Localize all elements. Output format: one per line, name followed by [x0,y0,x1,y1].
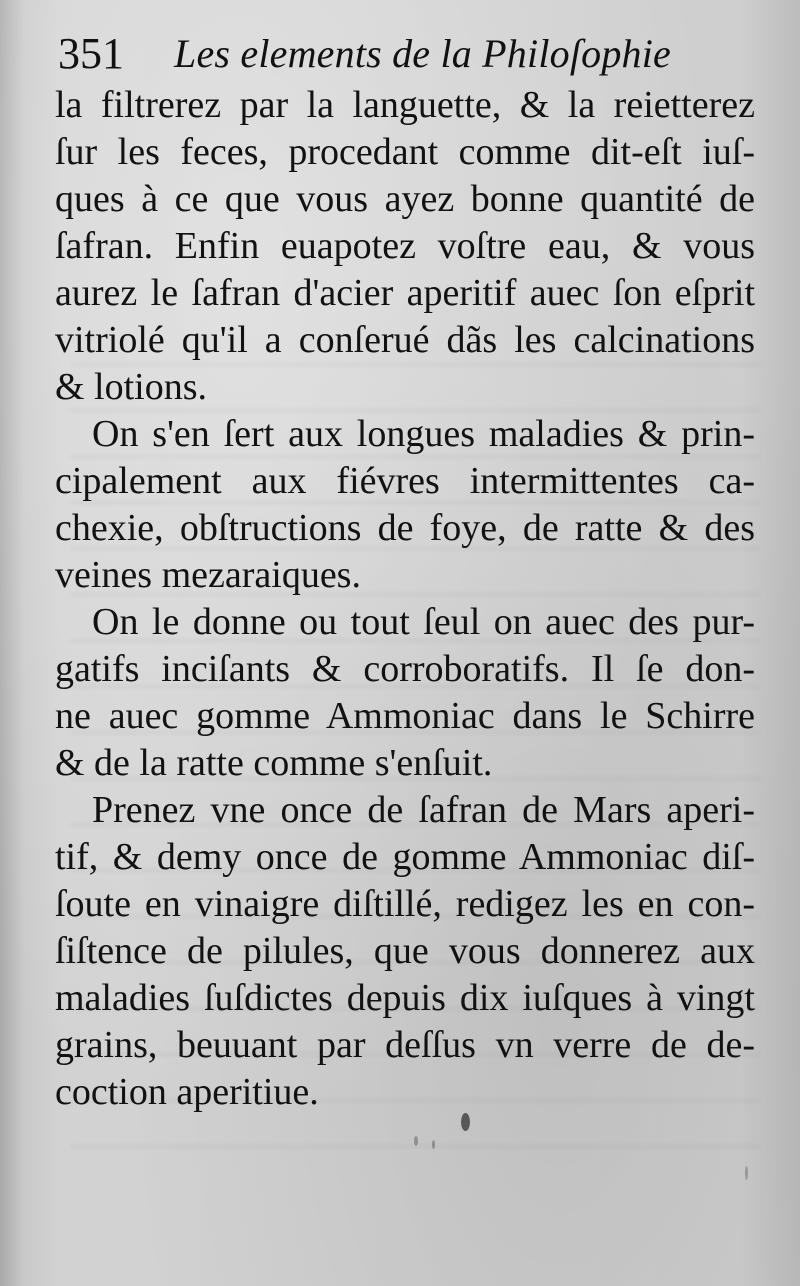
text-line: ques à ce que vous ayez bonne quantité de [55,178,755,220]
text-line: cipalement aux fiévres intermittentes ca- [55,460,755,502]
text-line: veines mezaraiques. [55,554,361,596]
page-number: 351 [58,29,124,78]
text-line: gatifs inciſants & corroboratifs. Il ſe don- [55,648,755,690]
ink-speck [432,1140,435,1149]
page-header [58,24,748,84]
text-line: vitriolé qu'il a conſerué dãs les calcinations [55,319,755,361]
text-line: ſafran. Enfin euapotez voſtre eau, & vous [55,225,755,267]
paragraph-first-line: On le donne ou tout ſeul on auec des pur- [92,601,755,643]
paragraph-first-line: Prenez vne once de ſafran de Mars aperi- [92,789,755,831]
text-line: & lotions. [55,366,208,408]
text-line: aurez le ſafran d'acier aperitif auec ſon eſprit [55,272,755,314]
text-line: ſoute en vinaigre diſtillé, redigez les en con- [55,883,755,925]
text-line: ſiſtence de pilules, que vous donnerez aux [55,930,755,972]
text-line: ne auec gomme Ammoniac dans le Schirre [55,695,755,737]
text-line: tif, & demy once de gomme Ammoniac diſ- [55,836,755,878]
ink-speck [414,1136,418,1146]
text-line: la filtrerez par la languette, & la reietterez [55,84,755,126]
running-title: Les elements de la Philoſophie [174,31,672,76]
body-text [55,82,755,1116]
ink-speck [745,1166,748,1180]
ink-speck [461,1113,470,1131]
paragraph-first-line: On s'en ſert aux longues maladies & prin- [92,413,755,455]
text-line: ſur les feces, procedant comme dit-eſt iuſ- [55,131,755,173]
text-line: chexie, obſtructions de foye, de ratte & des [55,507,755,549]
text-line: & de la ratte comme s'enſuit. [55,742,493,784]
text-line: coction aperitiue. [55,1071,319,1113]
text-line: maladies ſuſdictes depuis dix iuſques à vingt [55,977,755,1019]
text-line: grains, beuuant par deſſus vn verre de de- [55,1024,755,1066]
